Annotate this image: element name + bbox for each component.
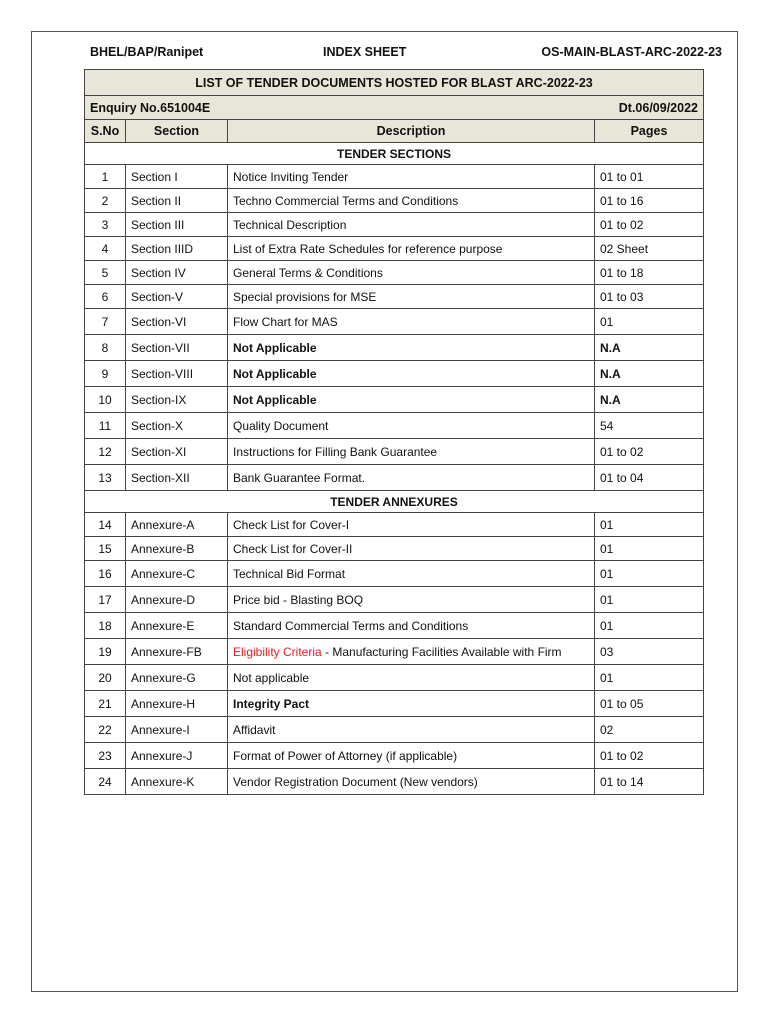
row-description: Techno Commercial Terms and Conditions: [228, 189, 595, 213]
table-row: [85, 561, 704, 587]
row-section: Annexure-K: [126, 769, 228, 795]
table-row: [85, 639, 704, 665]
table-row: [85, 665, 704, 691]
row-sno: 24: [85, 769, 126, 795]
column-header-row: [85, 120, 704, 143]
row-pages: 01: [595, 587, 704, 613]
row-description: Standard Commercial Terms and Conditions: [228, 613, 595, 639]
row-section: Annexure-H: [126, 691, 228, 717]
row-section: Annexure-I: [126, 717, 228, 743]
table-row: [85, 335, 704, 361]
row-section: Section I: [126, 165, 228, 189]
row-sno: 1: [85, 165, 126, 189]
row-sno: 12: [85, 439, 126, 465]
header-title: INDEX SHEET: [323, 45, 407, 59]
row-section: Section-XII: [126, 465, 228, 491]
row-section: Section-VIII: [126, 361, 228, 387]
header-org: BHEL/BAP/Ranipet: [90, 45, 204, 59]
group-row-sections: [85, 143, 704, 165]
row-description: List of Extra Rate Schedules for reference purpose: [228, 237, 595, 261]
table-row: [85, 717, 704, 743]
row-pages: 01 to 02: [595, 439, 704, 465]
row-sno: 18: [85, 613, 126, 639]
tender-index-table: [84, 69, 704, 795]
row-section: Section-X: [126, 413, 228, 439]
row-section: Annexure-B: [126, 537, 228, 561]
row-section: Annexure-A: [126, 513, 228, 537]
row-pages: 54: [595, 413, 704, 439]
header-reference: OS-MAIN-BLAST-ARC-2022-23: [541, 45, 722, 59]
row-description: Vendor Registration Document (New vendors): [228, 769, 595, 795]
row-sno: 11: [85, 413, 126, 439]
row-pages: 01: [595, 561, 704, 587]
row-section: Annexure-C: [126, 561, 228, 587]
column-header-pages: Pages: [595, 120, 704, 143]
group-title-annexures: TENDER ANNEXURES: [85, 491, 704, 513]
row-sno: 21: [85, 691, 126, 717]
table-row: [85, 769, 704, 795]
row-description: Price bid - Blasting BOQ: [228, 587, 595, 613]
row-pages: N.A: [595, 387, 704, 413]
row-sno: 13: [85, 465, 126, 491]
table-row: [85, 361, 704, 387]
row-section: Section IV: [126, 261, 228, 285]
row-sno: 22: [85, 717, 126, 743]
row-section: Section-XI: [126, 439, 228, 465]
row-pages: 01 to 18: [595, 261, 704, 285]
row-section: Annexure-G: [126, 665, 228, 691]
table-row: [85, 165, 704, 189]
row-description: Not Applicable: [228, 387, 595, 413]
row-pages: 01 to 16: [595, 189, 704, 213]
row-sno: 19: [85, 639, 126, 665]
table-row: [85, 691, 704, 717]
row-description: Technical Description: [228, 213, 595, 237]
row-pages: 01 to 02: [595, 743, 704, 769]
row-section: Section-IX: [126, 387, 228, 413]
table-row: [85, 261, 704, 285]
row-description: Special provisions for MSE: [228, 285, 595, 309]
table-row: [85, 189, 704, 213]
row-description: Not Applicable: [228, 335, 595, 361]
row-pages: 01: [595, 309, 704, 335]
row-description: [228, 639, 595, 665]
row-sno: 5: [85, 261, 126, 285]
row-section: Section III: [126, 213, 228, 237]
row-sno: 20: [85, 665, 126, 691]
table-title-row: [85, 70, 704, 96]
table-row: [85, 387, 704, 413]
row-section: Section-VI: [126, 309, 228, 335]
row-pages: N.A: [595, 335, 704, 361]
eligibility-criteria-highlight: Eligibility Criteria: [233, 644, 322, 659]
table-row: [85, 465, 704, 491]
row-description: Quality Document: [228, 413, 595, 439]
row-description: Format of Power of Attorney (if applicable): [228, 743, 595, 769]
row-pages: 01 to 01: [595, 165, 704, 189]
row-pages: 01: [595, 613, 704, 639]
row-description: Integrity Pact: [228, 691, 595, 717]
row-section: Annexure-D: [126, 587, 228, 613]
document-page: [31, 31, 738, 992]
row-description: Check List for Cover-II: [228, 537, 595, 561]
row-sno: 2: [85, 189, 126, 213]
row-section: Section IIID: [126, 237, 228, 261]
row-description: General Terms & Conditions: [228, 261, 595, 285]
row-pages: 01: [595, 513, 704, 537]
row-sno: 3: [85, 213, 126, 237]
column-header-description: Description: [228, 120, 595, 143]
row-pages: 02 Sheet: [595, 237, 704, 261]
row-sno: 8: [85, 335, 126, 361]
row-sno: 10: [85, 387, 126, 413]
enquiry-row: [85, 96, 704, 120]
row-sno: 16: [85, 561, 126, 587]
row-sno: 14: [85, 513, 126, 537]
table-title: LIST OF TENDER DOCUMENTS HOSTED FOR BLAST ARC-2022-23: [85, 70, 704, 96]
column-header-section: Section: [126, 120, 228, 143]
row-pages: 01: [595, 665, 704, 691]
row-section: Annexure-J: [126, 743, 228, 769]
row-description: Check List for Cover-I: [228, 513, 595, 537]
row-sno: 4: [85, 237, 126, 261]
row-description: Not applicable: [228, 665, 595, 691]
row-section: Section-VII: [126, 335, 228, 361]
table-row: [85, 213, 704, 237]
row-section: Annexure-FB: [126, 639, 228, 665]
group-row-annexures: [85, 491, 704, 513]
row-pages: 01 to 03: [595, 285, 704, 309]
table-row: [85, 537, 704, 561]
column-header-sno: S.No: [85, 120, 126, 143]
table-row: [85, 743, 704, 769]
row-pages: 01 to 04: [595, 465, 704, 491]
table-row: [85, 237, 704, 261]
row-pages: 01 to 02: [595, 213, 704, 237]
row-description: Technical Bid Format: [228, 561, 595, 587]
row-sno: 6: [85, 285, 126, 309]
table-row: [85, 309, 704, 335]
row-description: Affidavit: [228, 717, 595, 743]
row-section: Section-V: [126, 285, 228, 309]
row-description-text: - Manufacturing Facilities Available with Firm: [321, 644, 562, 659]
row-section: Annexure-E: [126, 613, 228, 639]
row-section: Section II: [126, 189, 228, 213]
table-row: [85, 285, 704, 309]
table-row: [85, 513, 704, 537]
row-sno: 7: [85, 309, 126, 335]
enquiry-date: Dt.06/09/2022: [618, 100, 698, 115]
document-header: [90, 45, 722, 65]
row-sno: 15: [85, 537, 126, 561]
row-sno: 23: [85, 743, 126, 769]
group-title-sections: TENDER SECTIONS: [85, 143, 704, 165]
row-description: Flow Chart for MAS: [228, 309, 595, 335]
row-description: Notice Inviting Tender: [228, 165, 595, 189]
table-row: [85, 613, 704, 639]
row-pages: 01 to 14: [595, 769, 704, 795]
enquiry-number: Enquiry No.651004E: [90, 100, 211, 115]
row-description: Not Applicable: [228, 361, 595, 387]
row-sno: 17: [85, 587, 126, 613]
row-pages: 01: [595, 537, 704, 561]
table-row: [85, 587, 704, 613]
row-pages: 03: [595, 639, 704, 665]
table-row: [85, 413, 704, 439]
row-description: Instructions for Filling Bank Guarantee: [228, 439, 595, 465]
row-pages: N.A: [595, 361, 704, 387]
row-sno: 9: [85, 361, 126, 387]
table-row: [85, 439, 704, 465]
row-pages: 02: [595, 717, 704, 743]
row-pages: 01 to 05: [595, 691, 704, 717]
row-description: Bank Guarantee Format.: [228, 465, 595, 491]
